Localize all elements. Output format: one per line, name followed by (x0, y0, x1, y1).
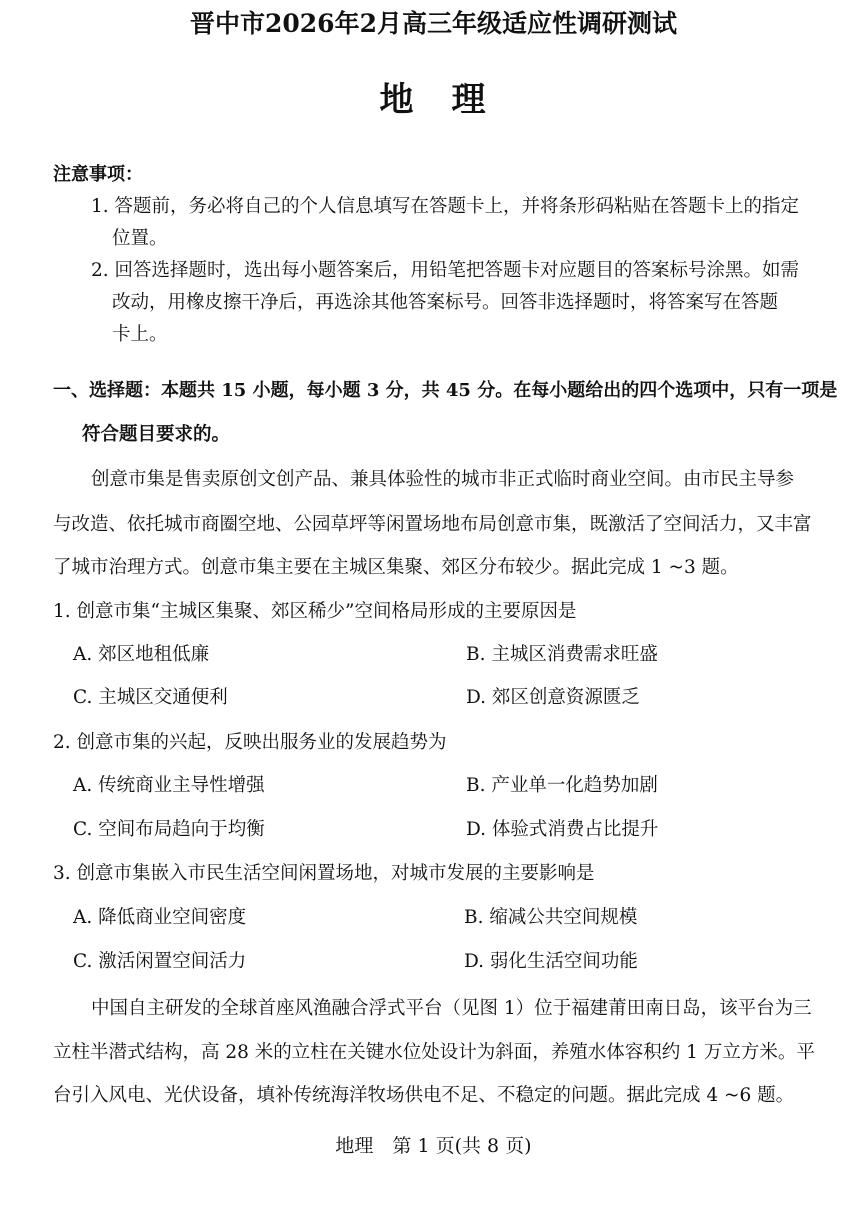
passage-2-line-1: 中国自主研发的全球首座风渔融合浮式平台（见图 1）位于福建莆田南日岛，该平台为三 (91, 998, 812, 1019)
passage-1-line-1: 创意市集是售卖原创文创产品、兼具体验性的城市非正式临时商业空间。由市民主导参 (91, 469, 795, 490)
question-3-option-d: D. 弱化生活空间功能 (464, 951, 638, 972)
question-1-option-c: C. 主城区交通便利 (73, 687, 228, 708)
notice-item-2-line-2: 改动，用橡皮擦干净后，再选涂其他答案标号。回答非选择题时，将答案写在答题 (112, 292, 779, 313)
section-heading-line-2: 符合题目要求的。 (82, 424, 231, 445)
notice-heading: 注意事项： (53, 164, 143, 185)
section-heading-line-1: 一、选择题：本题共 15 小题，每小题 3 分，共 45 分。在每小题给出的四个选项中，只有一项是 (53, 380, 838, 401)
notice-item-1-line-1: 1. 答题前，务必将自己的个人信息填写在答题卡上，并将条形码粘贴在答题卡上的指定 (91, 196, 800, 217)
question-2-option-c: C. 空间布局趋向于均衡 (73, 819, 265, 840)
question-1-option-d: D. 郊区创意资源匮乏 (466, 687, 640, 708)
question-2-stem: 2. 创意市集的兴起，反映出服务业的发展趋势为 (53, 732, 447, 753)
notice-item-1-line-2: 位置。 (112, 228, 168, 249)
passage-1-line-3: 了城市治理方式。创意市集主要在主城区集聚、郊区分布较少。据此完成 1 ~3 题。 (53, 557, 739, 578)
question-2-option-a: A. 传统商业主导性增强 (73, 775, 265, 796)
question-3-option-c: C. 激活闲置空间活力 (73, 951, 247, 972)
question-1-option-b: B. 主城区消费需求旺盛 (466, 644, 658, 665)
subject-title: 地 理 (379, 80, 488, 120)
question-2-option-b: B. 产业单一化趋势加剧 (466, 775, 658, 796)
question-1-stem: 1. 创意市集“主城区集聚、郊区稀少”空间格局形成的主要原因是 (53, 601, 577, 622)
question-1-option-a: A. 郊区地租低廉 (73, 644, 210, 665)
question-3-stem: 3. 创意市集嵌入市民生活空间闲置场地，对城市发展的主要影响是 (53, 863, 595, 884)
exam-title: 晋中市2026年2月高三年级适应性调研测试 (190, 9, 677, 38)
page-footer: 地理 第 1 页(共 8 页) (335, 1135, 532, 1157)
passage-2-line-3: 台引入风电、光伏设备，填补传统海洋牧场供电不足、不稳定的问题。据此完成 4 ~6 题。 (53, 1085, 795, 1106)
question-3-option-b: B. 缩减公共空间规模 (464, 907, 638, 928)
passage-2-line-2: 立柱半潜式结构，高 28 米的立柱在关键水位处设计为斜面，养殖水体容积约 1 万立方米。平 (53, 1042, 815, 1063)
question-2-option-d: D. 体验式消费占比提升 (466, 819, 659, 840)
passage-1-line-2: 与改造、依托城市商圈空地、公园草坪等闲置场地布局创意市集，既激活了空间活力，又丰富 (53, 514, 812, 535)
question-3-option-a: A. 降低商业空间密度 (73, 907, 247, 928)
notice-item-2-line-3: 卡上。 (112, 324, 168, 345)
notice-item-2-line-1: 2. 回答选择题时，选出每小题答案后，用铅笔把答题卡对应题目的答案标号涂黑。如需 (91, 260, 800, 281)
